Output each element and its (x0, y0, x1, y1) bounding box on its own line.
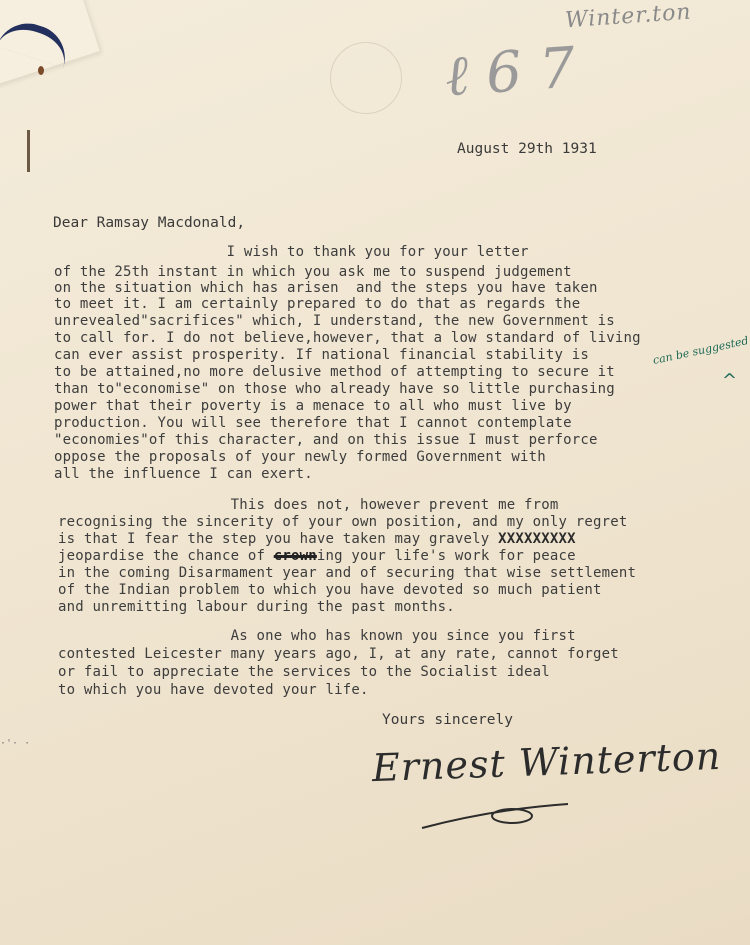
body-line: than to"economise" on those who already have so little purchasing (54, 381, 615, 397)
body-line: to call for. I do not believe,however, that a low standard of living (54, 330, 641, 346)
struck-word: XXXXXXXXX (498, 531, 576, 547)
body-line: on the situation which has arisen and the steps you have taken (54, 280, 598, 296)
body-line: contested Leicester many years ago, I, at any rate, cannot forget (58, 646, 619, 662)
body-line: production. You will see therefore that I cannot contemplate (54, 415, 572, 431)
body-line: unrevealed"sacrifices" which, I understand, the new Government is (54, 313, 615, 329)
handwritten-insertion: can be suggested (651, 334, 750, 367)
scribbled-word: crown (273, 548, 317, 564)
body-line: As one who has known you since you first (58, 628, 576, 644)
body-line: all the influence I can exert. (54, 466, 313, 482)
body-line: This does not, however prevent me from (58, 497, 559, 513)
closing: Yours sincerely (382, 712, 513, 728)
body-line: oppose the proposals of your newly formed Government with (54, 449, 546, 465)
body-line (58, 548, 576, 564)
embossed-seal (330, 42, 402, 114)
margin-marks: ·'· · (0, 738, 31, 749)
signature: Ernest Winterton (371, 733, 722, 791)
body-line: and unremitting labour during the past months. (58, 599, 455, 615)
body-line: or fail to appreciate the services to the Socialist ideal (58, 664, 550, 680)
body-line: power that their poverty is a menace to all who must live by (54, 398, 572, 414)
insertion-caret-icon: ^ (722, 370, 738, 391)
pencil-annotation-name: Winter.ton (564, 0, 693, 34)
body-line-text: ing your life's work for peace (316, 548, 576, 564)
pencil-annotation-ref: ℓ 6 7 (442, 35, 578, 110)
body-line (58, 531, 576, 547)
pin-mark (27, 130, 30, 172)
salutation: Dear Ramsay Macdonald, (53, 215, 246, 231)
letter-date: August 29th 1931 (457, 141, 597, 157)
body-line: to which you have devoted your life. (58, 682, 369, 698)
body-line: to be attained,no more delusive method of attempting to secure it (54, 364, 615, 380)
body-line: can ever assist prosperity. If national financial stability is (54, 347, 589, 363)
pin-hole (38, 66, 44, 75)
body-line: "economies"of this character, and on this issue I must perforce (54, 432, 598, 448)
body-line: in the coming Disarmament year and of securing that wise settlement (58, 565, 637, 581)
body-line: I wish to thank you for your letter (54, 244, 529, 260)
body-line: recognising the sincerity of your own position, and my only regret (58, 514, 628, 530)
signature-flourish (420, 800, 570, 830)
body-line: of the 25th instant in which you ask me to suspend judgement (54, 264, 572, 280)
body-line-text: is that I fear the step you have taken may gravely (58, 531, 499, 547)
body-line-text: jeopardise the chance of (58, 548, 274, 564)
body-line: of the Indian problem to which you have devoted so much patient (58, 582, 602, 598)
body-line: to meet it. I am certainly prepared to do that as regards the (54, 296, 581, 312)
